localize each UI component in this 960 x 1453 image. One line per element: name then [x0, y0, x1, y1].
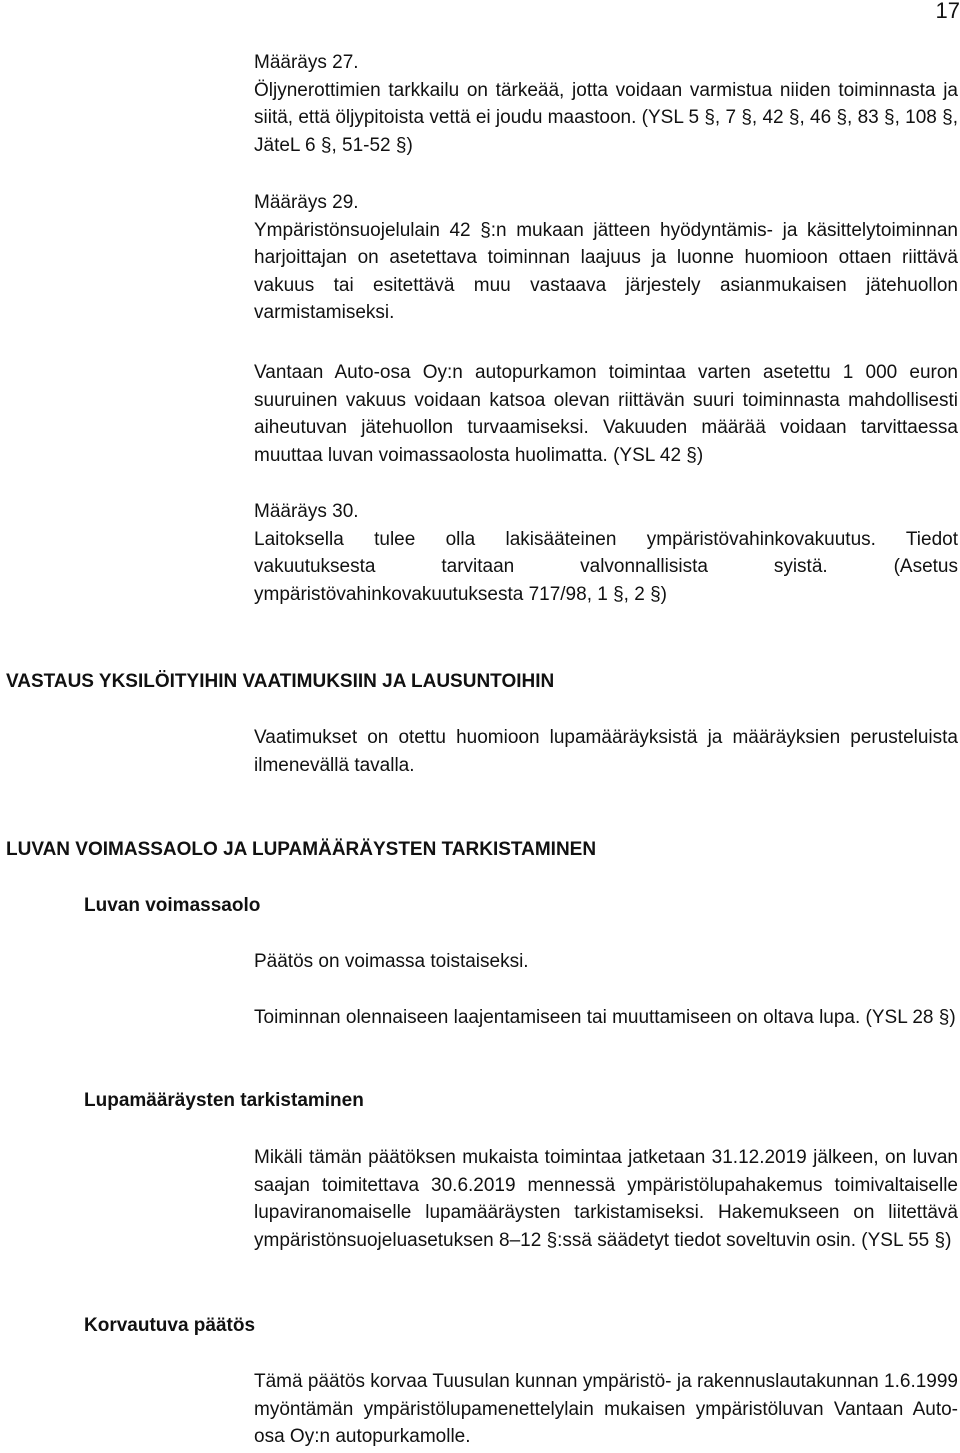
paragraph-text: Päätös on voimassa toistaiseksi.: [254, 951, 529, 972]
paragraph-text: Tämä päätös korvaa Tuusulan kunnan ympäristö- ja rakennuslautakunnan 1.6.1999 myöntämän ympäristölupamenettelylain mukaisen ympäristöluvan Vantaan Auto-osa Oy:n autopurkamolle.: [254, 1371, 958, 1447]
paragraph-text: Ympäristönsuojelulain 42 §:n mukaan jätteen hyödyntämis- ja käsittelytoiminnan harjoittajan on asetettava toiminnan laajuus ja luonne huomioon ottaen riittävä vakuus tai esitettävä muu vastaava järjestely asianmukaisen jätehuollon varmistamiseksi.: [254, 219, 958, 323]
paragraph-tarkistaminen: [254, 1144, 958, 1254]
paragraph-text: Toiminnan olennaiseen laajentamiseen tai muuttamiseen on oltava lupa. (YSL 28 §): [254, 1007, 956, 1028]
paragraph-text: Mikäli tämän päätöksen mukaista toimintaa jatketaan 31.12.2019 jälkeen, on luvan saajan toimitettava 30.6.2019 mennessä ympäristölupahakemus toimivaltaiselle lupaviranomaiselle lupamääräysten tarkistamiseksi. Hakemukseen on liitettävä ympäristönsuojeluasetuksen 8–12 §:ssä säädetyt tiedot soveltuvin osin. (YSL 55 §): [254, 1147, 958, 1251]
paragraph-maarays-27: [254, 49, 958, 159]
section-title: Määräys 27.: [254, 52, 359, 73]
paragraph-korvautuva: [254, 1368, 958, 1451]
section-heading-vastaus: VASTAUS YKSILÖITYIHIN VAATIMUKSIIN JA LAUSUNTOIHIN: [6, 671, 555, 692]
subheading-lupamaaraysten-tarkistaminen: Lupamääräysten tarkistaminen: [84, 1090, 364, 1111]
page-number: 17: [935, 0, 960, 23]
paragraph-text: Vantaan Auto-osa Oy:n autopurkamon toimintaa varten asetettu 1 000 euron suuruinen vakuus voidaan katsoa olevan riittävän suuri toiminnasta mahdollisesti aiheutuvan jätehuollon turvaamiseksi. Vakuuden määrää voidaan tarvittaessa muuttaa luvan voimassaolosta huolimatta. (YSL 42 §): [254, 362, 958, 466]
subheading-luvan-voimassaolo: Luvan voimassaolo: [84, 895, 261, 916]
paragraph-vaatimukset: [254, 724, 958, 779]
paragraph-text: Öljynerottimien tarkkailu on tärkeää, jotta voidaan varmistua niiden toiminnasta ja siitä, että öljypitoista vettä ei joudu maastoon. (YSL 5 §, 7 §, 42 §, 46 §, 83 §, 108 §, JäteL 6 §, 51-52 §): [254, 79, 958, 156]
paragraph-text: Laitoksella tulee olla lakisääteinen ympäristövahinkovakuutus. Tiedot vakuutuksesta tarvitaan valvonnallisista syistä. (Asetus ympäristövahinkovakuutuksesta 717/98, 1 §, 2 §): [254, 528, 958, 605]
paragraph-text: Vaatimukset on otettu huomioon lupamääräyksistä ja määräyksien perusteluista ilmenevällä tavalla.: [254, 727, 958, 776]
paragraph-laajentaminen: [254, 1004, 958, 1032]
paragraph-vakuus: [254, 359, 958, 469]
section-title: Määräys 29.: [254, 192, 359, 213]
section-heading-luvan-voimassaolo: LUVAN VOIMASSAOLO JA LUPAMÄÄRÄYSTEN TARKISTAMINEN: [6, 839, 597, 860]
paragraph-maarays-30: [254, 498, 958, 608]
paragraph-maarays-29: [254, 189, 958, 327]
subheading-korvautuva-paatos: Korvautuva päätös: [84, 1315, 256, 1336]
section-title: Määräys 30.: [254, 501, 359, 522]
paragraph-voimassa: [254, 948, 958, 976]
